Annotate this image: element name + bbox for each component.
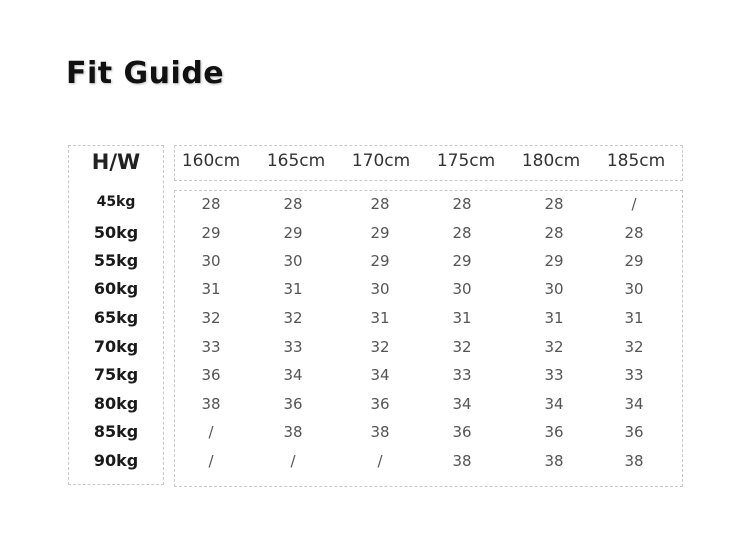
size-cell: / [208, 452, 214, 470]
size-cell: 30 [452, 280, 472, 298]
size-cell: 28 [624, 224, 644, 242]
size-cell: 33 [452, 366, 472, 384]
size-cell: 34 [370, 366, 390, 384]
height-header-cell: 160cm [181, 151, 241, 171]
size-cell: 34 [283, 366, 303, 384]
size-cell: 31 [452, 309, 472, 327]
size-cell: 28 [544, 195, 564, 213]
size-cell: 31 [283, 280, 303, 298]
size-cell: 29 [370, 252, 390, 270]
size-cell: 28 [283, 195, 303, 213]
weight-label: 90kg [93, 451, 139, 470]
size-cell: 29 [544, 252, 564, 270]
weight-label: 85kg [93, 422, 139, 441]
weight-label: 80kg [93, 394, 139, 413]
size-cell: 28 [201, 195, 221, 213]
weight-label: 45kg [96, 194, 136, 210]
size-cell: 33 [624, 366, 644, 384]
size-cell: 28 [370, 195, 390, 213]
size-cell: / [631, 195, 637, 213]
size-cell: 36 [201, 366, 221, 384]
size-cell: 31 [370, 309, 390, 327]
size-cell: 38 [201, 395, 221, 413]
size-cell: 34 [624, 395, 644, 413]
size-cell: 31 [201, 280, 221, 298]
weight-label: 55kg [93, 251, 139, 270]
size-cell: 29 [283, 224, 303, 242]
size-cell: 30 [201, 252, 221, 270]
size-cell: 32 [201, 309, 221, 327]
size-cell: 30 [370, 280, 390, 298]
weight-label: 75kg [93, 365, 139, 384]
height-weight-label: H/W [91, 150, 141, 174]
size-cell: 38 [624, 452, 644, 470]
size-cell: 29 [201, 224, 221, 242]
size-cell: 29 [624, 252, 644, 270]
size-cell: 30 [283, 252, 303, 270]
size-cell: 34 [452, 395, 472, 413]
size-cell: / [208, 423, 214, 441]
size-cell: 33 [201, 338, 221, 356]
size-cell: 30 [544, 280, 564, 298]
size-cell: 36 [283, 395, 303, 413]
size-cell: 32 [370, 338, 390, 356]
size-cell: / [290, 452, 296, 470]
height-header-cell: 180cm [521, 151, 581, 171]
size-cell: 28 [544, 224, 564, 242]
size-cell: 36 [544, 423, 564, 441]
size-cell: 29 [452, 252, 472, 270]
height-header-cell: 170cm [351, 151, 411, 171]
size-cell: 38 [283, 423, 303, 441]
size-cell: 28 [452, 195, 472, 213]
size-cell: 31 [624, 309, 644, 327]
size-cell: 38 [452, 452, 472, 470]
size-cell: 28 [452, 224, 472, 242]
size-cell: 33 [283, 338, 303, 356]
size-cell: 32 [283, 309, 303, 327]
page-title: Fit Guide [66, 56, 225, 91]
height-header-cell: 185cm [606, 151, 666, 171]
weight-label: 70kg [93, 337, 139, 356]
size-cell: 32 [624, 338, 644, 356]
weight-label: 65kg [93, 308, 139, 327]
size-cell: 36 [370, 395, 390, 413]
size-cell: 32 [452, 338, 472, 356]
weight-label: 60kg [93, 279, 139, 298]
size-cell: 31 [544, 309, 564, 327]
height-header-cell: 165cm [266, 151, 326, 171]
size-cell: 34 [544, 395, 564, 413]
size-cell: 36 [452, 423, 472, 441]
size-cell: 33 [544, 366, 564, 384]
weight-label: 50kg [93, 223, 139, 242]
size-cell: / [377, 452, 383, 470]
size-cell: 30 [624, 280, 644, 298]
size-cell: 38 [544, 452, 564, 470]
size-cell: 38 [370, 423, 390, 441]
size-cell: 36 [624, 423, 644, 441]
height-header-cell: 175cm [436, 151, 496, 171]
size-cell: 29 [370, 224, 390, 242]
size-cell: 32 [544, 338, 564, 356]
